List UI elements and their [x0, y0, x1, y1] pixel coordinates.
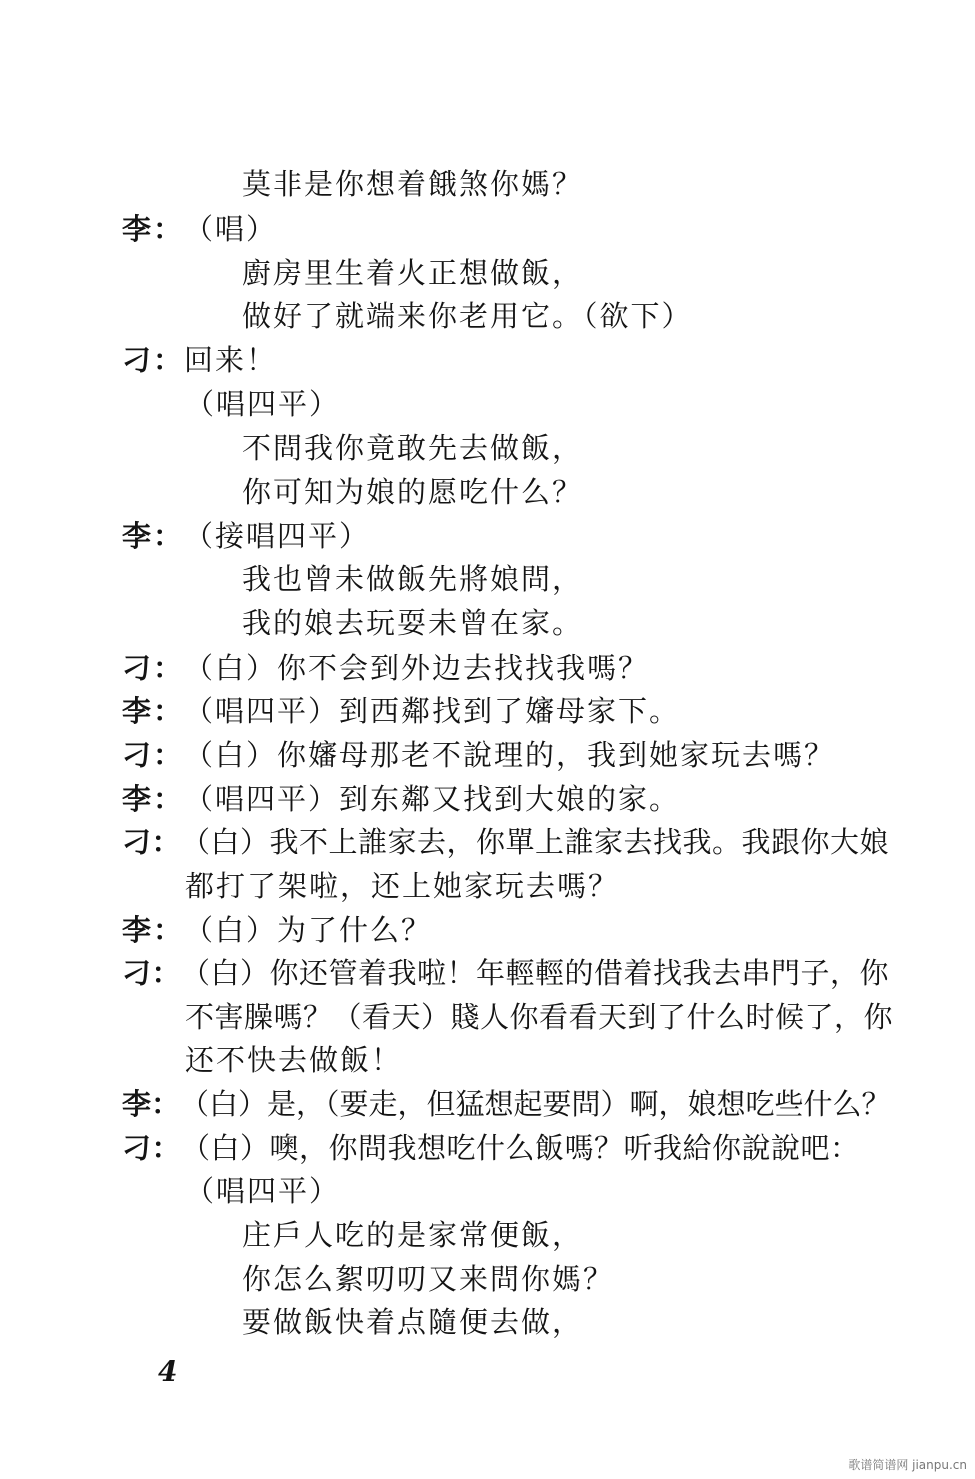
verse-line	[242, 430, 583, 466]
dialogue-line	[122, 1086, 891, 1122]
dialogue-line	[122, 211, 277, 247]
dialogue-line	[122, 693, 680, 729]
dialogue-line	[122, 912, 432, 948]
line-text: 我也曾未做飯先將娘問，	[242, 562, 584, 596]
line-text: 还不快去做飯！	[185, 1043, 403, 1077]
continuation-line	[185, 868, 619, 904]
line-text: （接唱四平）	[184, 519, 371, 553]
line-text: 不問我你竟敢先去做飯，	[242, 431, 584, 465]
speaker-label: 李：	[122, 1087, 181, 1121]
line-text: （唱）	[184, 212, 278, 246]
verse-line	[242, 1217, 583, 1253]
line-text: 回来！	[184, 343, 278, 377]
verse-line	[242, 166, 583, 202]
verse-line	[242, 474, 583, 510]
speaker-label: 李：	[122, 913, 185, 947]
line-text: 你可知为娘的愿吃什么？	[242, 475, 584, 509]
line-text: （白）噢，你問我想吃什么飯嗎？听我給你說說吧：	[181, 1131, 860, 1165]
line-text: 庄戶人吃的是家常便飯，	[242, 1218, 584, 1252]
line-text: （唱四平）到东鄰又找到大娘的家。	[184, 782, 681, 816]
speaker-label: 刁：	[122, 956, 182, 990]
verse-line	[242, 255, 583, 291]
line-text: （白）你嬸母那老不說理的，我到她家玩去嗎？	[184, 738, 836, 772]
line-text: 你怎么絮叨叨又来問你媽？	[242, 1262, 615, 1296]
speaker-label: 李：	[122, 519, 185, 553]
dialogue-line	[122, 650, 649, 686]
verse-line	[242, 561, 583, 597]
stage-direction-line	[185, 1173, 340, 1209]
speaker-label: 李：	[122, 782, 185, 816]
continuation-line	[185, 1042, 402, 1078]
line-text: 廚房里生着火正想做飯，	[242, 256, 584, 290]
speaker-label: 李：	[122, 212, 185, 246]
line-text: （唱四平）	[185, 387, 341, 421]
speaker-label: 刁：	[122, 651, 185, 685]
stage-direction-line	[185, 386, 340, 422]
continuation-line	[185, 999, 893, 1035]
dialogue-line	[122, 1130, 860, 1166]
site-watermark: 歌谱简谱网 jianpu.cn	[848, 1458, 967, 1472]
speaker-label: 刁：	[122, 1131, 182, 1165]
dialogue-line	[122, 955, 889, 991]
line-text: 做好了就端来你老用它。（欲下）	[242, 299, 693, 333]
verse-line	[242, 298, 693, 334]
speaker-label: 刁：	[122, 825, 182, 859]
line-text: （白）我不上誰家去，你單上誰家去找我。我跟你大娘	[181, 825, 890, 859]
verse-line	[242, 1304, 583, 1340]
line-text: 我的娘去玩耍未曾在家。	[242, 606, 584, 640]
speaker-label: 刁：	[122, 343, 185, 377]
speaker-label: 李：	[122, 694, 185, 728]
line-text: （唱四平）到西鄰找到了嬸母家下。	[184, 694, 681, 728]
line-text: （白）你还管着我啦！年輕輕的借着找我去串門子，你	[181, 956, 890, 990]
line-text: 莫非是你想着餓煞你媽？	[242, 167, 584, 201]
line-text: 要做飯快着点隨便去做，	[242, 1305, 584, 1339]
speaker-label: 刁：	[122, 738, 185, 772]
line-text: （白）为了什么？	[184, 913, 433, 947]
dialogue-line	[122, 518, 370, 554]
dialogue-line	[122, 781, 680, 817]
line-text: （唱四平）	[185, 1174, 341, 1208]
page-number: 4	[158, 1355, 178, 1388]
verse-line	[242, 605, 583, 641]
line-text: 不害臊嗎？（看天）賤人你看看天到了什么时候了，你	[185, 1000, 894, 1034]
line-text: （白）是，（要走，但猛想起要問）啊，娘想吃些什么？	[180, 1087, 891, 1121]
dialogue-line	[122, 824, 889, 860]
dialogue-line	[122, 342, 277, 378]
verse-line	[242, 1261, 614, 1297]
line-text: （白）你不会到外边去找找我嗎？	[184, 651, 650, 685]
dialogue-line	[122, 737, 835, 773]
line-text: 都打了架啦，还上她家玩去嗎？	[185, 869, 620, 903]
